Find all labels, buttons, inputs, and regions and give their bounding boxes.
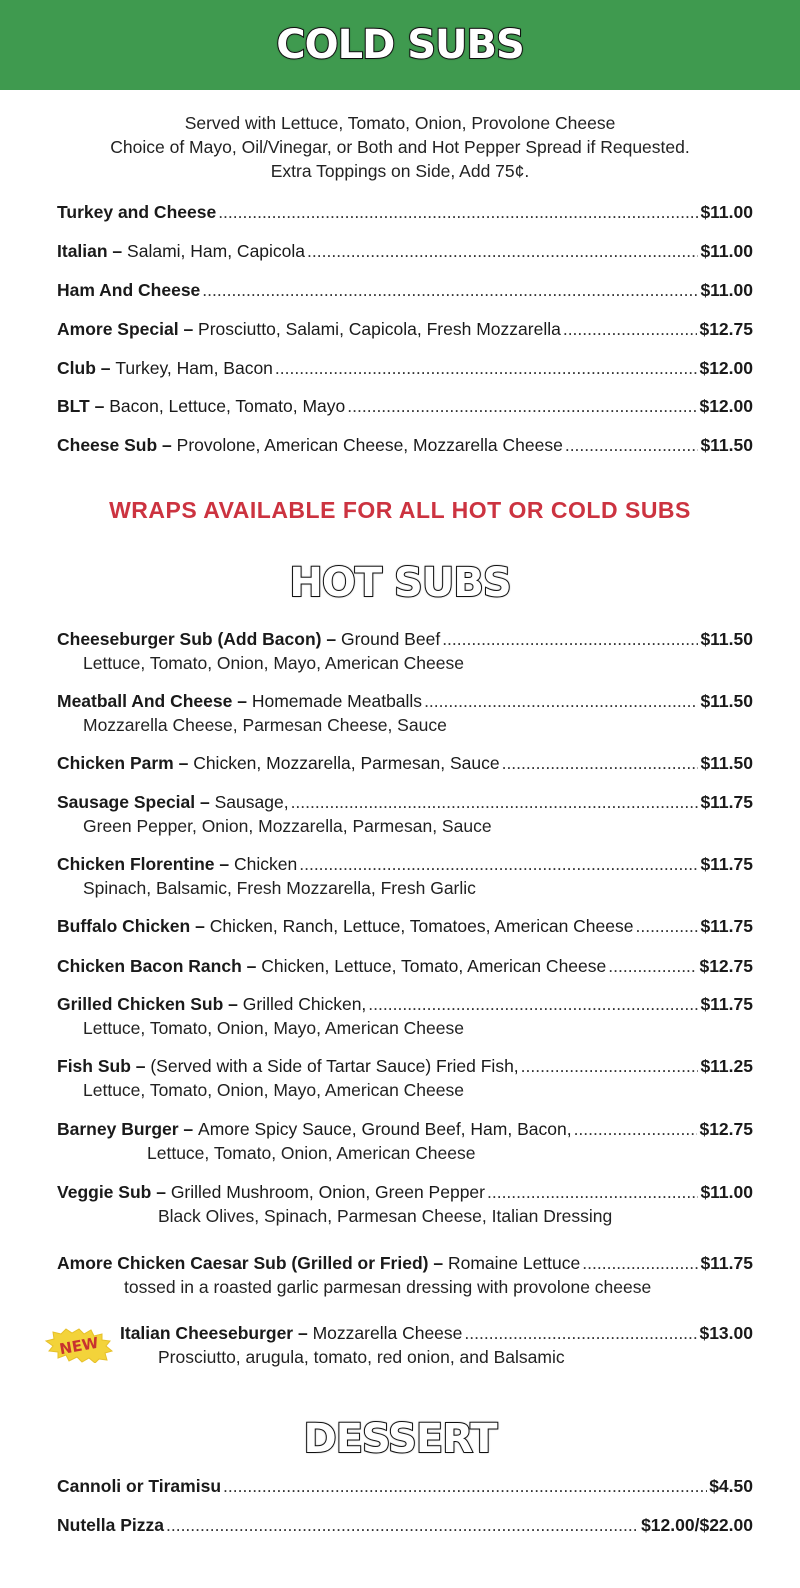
item-desc: Sausage, [214, 792, 289, 812]
menu-item [57, 689, 753, 737]
cold-subs-banner [0, 0, 800, 90]
item-desc: Grilled Chicken, [242, 994, 367, 1014]
item-name: Cheese Sub – [57, 435, 172, 455]
item-price: $11.25 [700, 1056, 753, 1076]
item-subline: Black Olives, Spinach, Parmesan Cheese, Italian Dressing [158, 1206, 613, 1226]
item-subline: Prosciutto, arugula, tomato, red onion, and Balsamic [158, 1347, 565, 1367]
item-desc: Grilled Mushroom, Onion, Green Pepper [170, 1182, 485, 1202]
item-subline: Lettuce, Tomato, Onion, Mayo, American Cheese [83, 1018, 464, 1038]
menu-item [57, 356, 753, 380]
item-subline: Lettuce, Tomato, Onion, Mayo, American Cheese [83, 1080, 464, 1100]
item-price: $11.00 [700, 1182, 753, 1202]
cold-subs-title: COLD SUBS [276, 22, 524, 68]
item-desc: Amore Spicy Sauce, Ground Beef, Ham, Bacon, [198, 1119, 572, 1139]
item-price: $11.75 [700, 916, 753, 936]
item-price: $11.75 [700, 792, 753, 812]
item-price: $11.50 [700, 753, 753, 773]
intro-line: Choice of Mayo, Oil/Vinegar, or Both and Hot Pepper Spread if Requested. [110, 137, 690, 157]
new-badge-label: NEW [58, 1333, 100, 1359]
menu-item [57, 954, 753, 978]
menu-item [57, 239, 753, 263]
item-price: $12.00/$22.00 [641, 1515, 753, 1535]
item-price: $12.75 [699, 956, 753, 976]
item-name: Sausage Special – [57, 792, 210, 812]
menu-item [57, 992, 753, 1040]
menu-item [57, 852, 753, 900]
item-desc: Bacon, Lettuce, Tomato, Mayo [109, 396, 346, 416]
item-price: $4.50 [709, 1476, 753, 1496]
item-subline: Spinach, Balsamic, Fresh Mozzarella, Fresh Garlic [83, 878, 476, 898]
item-desc: Prosciutto, Salami, Capicola, Fresh Mozzarella [198, 319, 561, 339]
menu-item [57, 1180, 753, 1228]
item-name: Barney Burger – [57, 1119, 194, 1139]
item-name: Buffalo Chicken – [57, 916, 205, 936]
menu-item [57, 317, 753, 341]
menu-item [57, 751, 753, 775]
item-name: Ham And Cheese [57, 280, 201, 300]
item-name: Chicken Bacon Ranch – [57, 956, 257, 976]
item-price: $12.75 [699, 1119, 753, 1139]
item-price: $11.50 [700, 629, 753, 649]
item-subline: Mozzarella Cheese, Parmesan Cheese, Sauce [83, 715, 447, 735]
item-name: Veggie Sub – [57, 1182, 166, 1202]
item-price: $11.50 [700, 435, 753, 455]
item-name: Nutella Pizza [57, 1515, 164, 1535]
item-name: Chicken Florentine – [57, 854, 230, 874]
item-price: $11.00 [700, 202, 753, 222]
item-price: $13.00 [699, 1323, 753, 1343]
item-price: $12.00 [699, 396, 753, 416]
item-name: Cheeseburger Sub (Add Bacon) – [57, 629, 337, 649]
wraps-note: WRAPS AVAILABLE FOR ALL HOT OR COLD SUBS [109, 497, 691, 523]
item-desc: Chicken, Lettuce, Tomato, American Cheese [261, 956, 607, 976]
item-name: Cannoli or Tiramisu [57, 1476, 222, 1496]
item-name: Club – [57, 358, 111, 378]
item-subline: Lettuce, Tomato, Onion, Mayo, American Cheese [83, 653, 464, 673]
item-name: Grilled Chicken Sub – [57, 994, 238, 1014]
item-name: Amore Chicken Caesar Sub (Grilled or Fried) – [57, 1253, 444, 1273]
item-name: Meatball And Cheese – [57, 691, 247, 711]
intro-line: Extra Toppings on Side, Add 75¢. [270, 161, 530, 181]
item-desc: Mozzarella Cheese [312, 1323, 463, 1343]
item-desc: Turkey, Ham, Bacon [115, 358, 273, 378]
item-price: $11.00 [700, 280, 753, 300]
new-badge [44, 1327, 114, 1363]
item-desc: Salami, Ham, Capicola [127, 241, 306, 261]
item-desc: Provolone, American Cheese, Mozzarella Cheese [176, 435, 563, 455]
dessert-heading [0, 1416, 800, 1462]
menu-item [57, 1474, 753, 1498]
item-price: $11.50 [700, 691, 753, 711]
item-desc: Chicken [234, 854, 298, 874]
menu-item [57, 433, 753, 457]
menu-item [120, 1321, 753, 1369]
hot-subs-heading [0, 560, 800, 606]
item-name: Chicken Parm – [57, 753, 189, 773]
menu-item [57, 1117, 753, 1165]
intro-line: Served with Lettuce, Tomato, Onion, Provolone Cheese [184, 113, 616, 133]
item-price: $11.75 [700, 854, 753, 874]
menu-item [57, 394, 753, 418]
dessert-title: DESSERT [303, 1416, 497, 1462]
item-name: Turkey and Cheese [57, 202, 217, 222]
item-name: Italian – [57, 241, 123, 261]
item-price: $11.75 [700, 1253, 753, 1273]
item-name: Italian Cheeseburger – [120, 1323, 308, 1343]
item-desc: Homemade Meatballs [251, 691, 423, 711]
menu-item [57, 914, 753, 938]
item-desc: Chicken, Mozzarella, Parmesan, Sauce [193, 753, 500, 773]
item-price: $11.75 [700, 994, 753, 1014]
hot-subs-title: HOT SUBS [289, 560, 511, 606]
item-subline: Green Pepper, Onion, Mozzarella, Parmesan, Sauce [83, 816, 492, 836]
menu-item [57, 200, 753, 224]
item-price: $11.00 [700, 241, 753, 261]
menu-item [57, 627, 753, 675]
item-desc: (Served with a Side of Tartar Sauce) Fried Fish, [150, 1056, 519, 1076]
menu-item [57, 1513, 753, 1537]
menu-item [57, 790, 753, 838]
item-name: Amore Special – [57, 319, 194, 339]
item-price: $12.00 [699, 358, 753, 378]
item-desc: Romaine Lettuce [447, 1253, 581, 1273]
item-subline: tossed in a roasted garlic parmesan dressing with provolone cheese [124, 1277, 652, 1297]
menu-item [57, 1054, 753, 1102]
cold-subs-intro [0, 111, 800, 183]
item-desc: Chicken, Ranch, Lettuce, Tomatoes, American Cheese [209, 916, 634, 936]
item-name: BLT – [57, 396, 105, 416]
item-subline: Lettuce, Tomato, Onion, American Cheese [147, 1143, 476, 1163]
item-name: Fish Sub – [57, 1056, 146, 1076]
item-price: $12.75 [699, 319, 753, 339]
item-desc: Ground Beef [340, 629, 441, 649]
menu-item [57, 1251, 753, 1299]
menu-item [57, 278, 753, 302]
